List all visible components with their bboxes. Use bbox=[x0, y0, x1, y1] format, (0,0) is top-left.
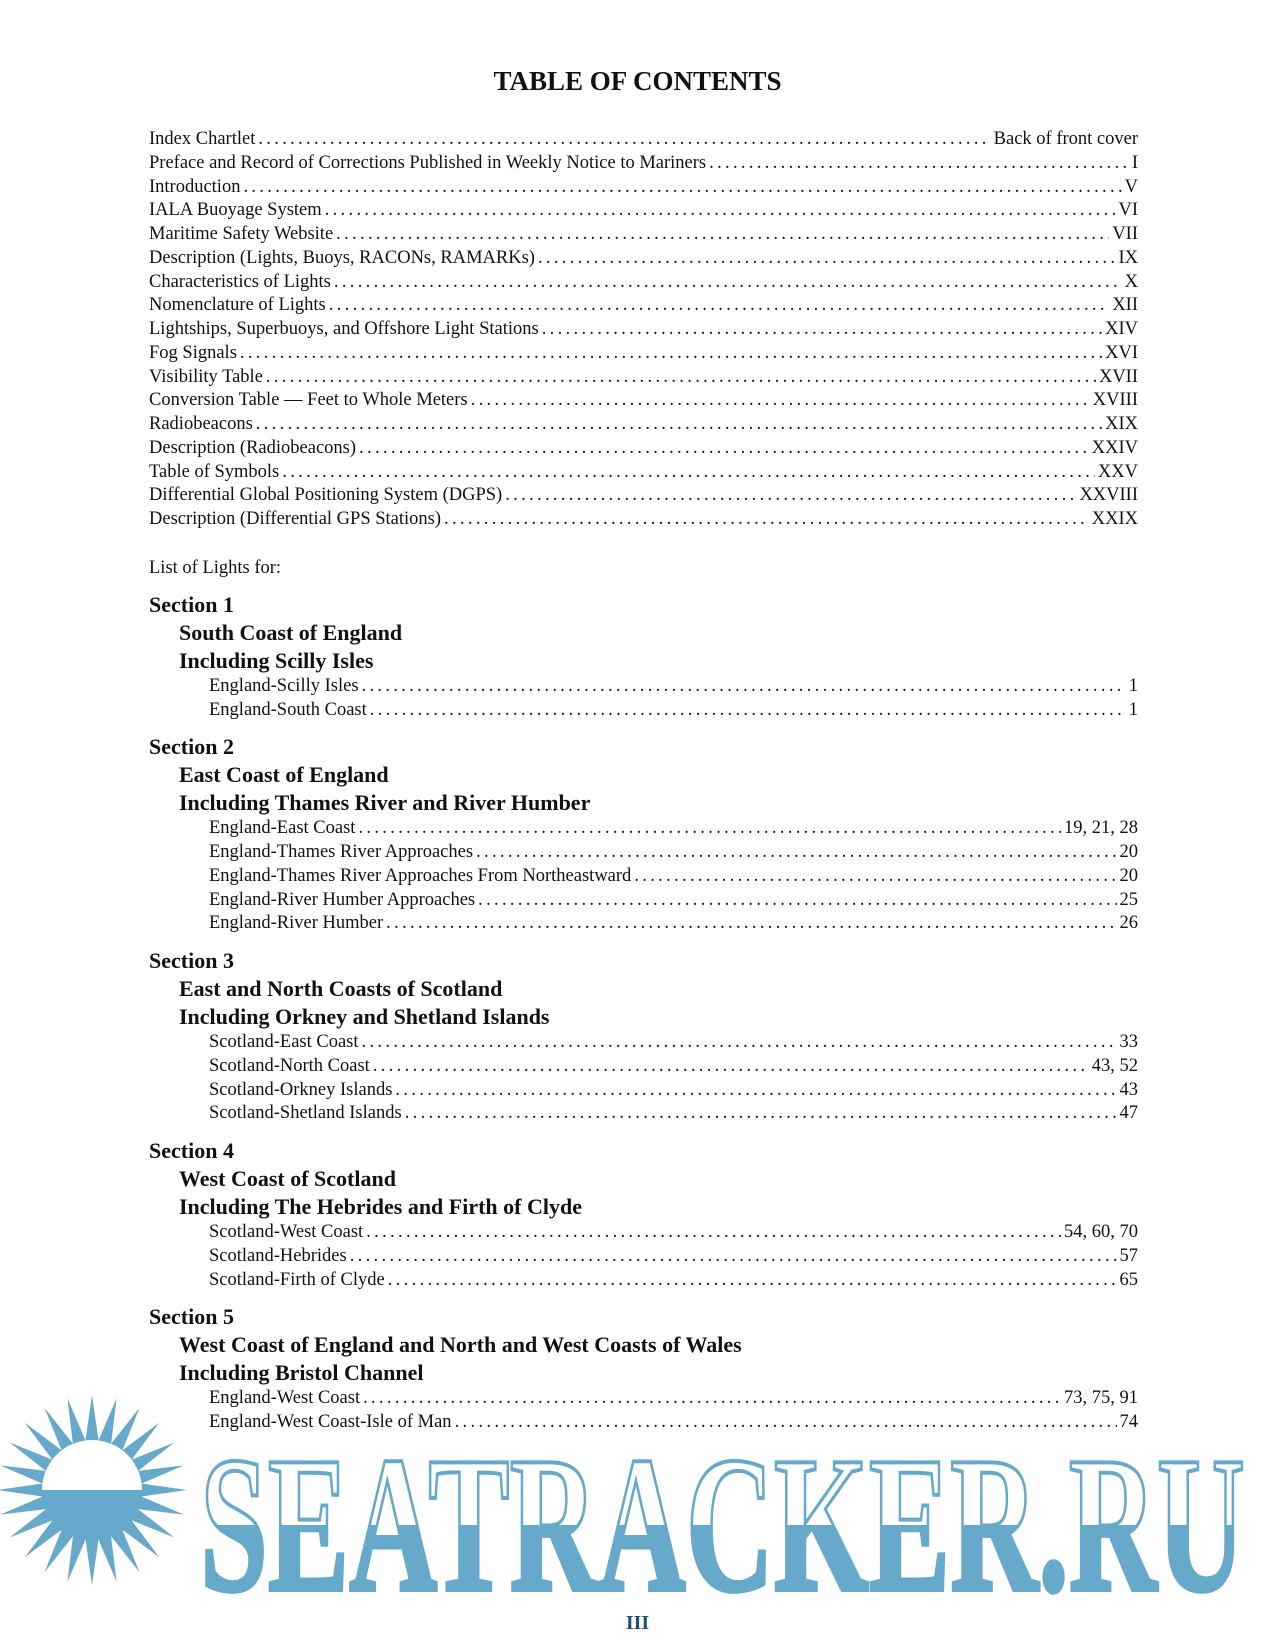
entry-page: XIV bbox=[1105, 319, 1138, 339]
toc-entry[interactable] bbox=[149, 1102, 1138, 1126]
dot-leader bbox=[709, 152, 1129, 176]
section-heading: Section 5 bbox=[149, 1304, 234, 1330]
dot-leader bbox=[538, 247, 1116, 271]
dot-leader bbox=[373, 1055, 1089, 1079]
toc-entry[interactable] bbox=[149, 271, 1138, 295]
entry-title: Differential Global Positioning System (DGPS) bbox=[149, 485, 503, 506]
entry-page: VII bbox=[1112, 224, 1138, 244]
entry-title: Index Chartlet bbox=[149, 129, 256, 149]
entry-page: 1 bbox=[1128, 675, 1138, 696]
entry-title: England-East Coast bbox=[209, 818, 356, 839]
entry-title: England-Scilly Isles bbox=[209, 675, 359, 696]
entry-page: 19, 21, 28 bbox=[1064, 818, 1138, 839]
entry-title: England-River Humber Approaches bbox=[209, 889, 476, 910]
toc-entry[interactable] bbox=[149, 437, 1138, 461]
dot-leader bbox=[243, 176, 1121, 200]
entry-title: England-River Humber bbox=[209, 913, 384, 934]
dot-leader bbox=[359, 437, 1089, 461]
section-subtitle: West Coast of England and North and West Coasts of Wales bbox=[179, 1332, 742, 1358]
entry-page: 20 bbox=[1119, 842, 1138, 862]
section-subtitle: Including Thames River and River Humber bbox=[179, 790, 591, 816]
entry-title: England-South Coast bbox=[209, 699, 367, 720]
toc-entry[interactable] bbox=[149, 318, 1138, 342]
dot-leader bbox=[350, 1245, 1117, 1269]
entry-title: Conversion Table — Feet to Whole Meters bbox=[149, 390, 468, 411]
toc-entry[interactable] bbox=[149, 294, 1138, 318]
entry-title: Preface and Record of Corrections Published in Weekly Notice to Mariners bbox=[149, 152, 707, 173]
dot-leader bbox=[370, 699, 1126, 723]
entry-page: XVIII bbox=[1092, 390, 1138, 411]
entry-title: Table of Symbols bbox=[149, 461, 280, 482]
dot-leader bbox=[455, 1411, 1117, 1435]
toc-entry[interactable] bbox=[149, 1411, 1138, 1435]
dot-leader bbox=[363, 1387, 1061, 1411]
watermark-text: SEATRACKER.RU bbox=[200, 1417, 1245, 1605]
entry-page: I bbox=[1131, 152, 1138, 173]
entry-title: Introduction bbox=[149, 176, 241, 197]
section-subtitle: Including Scilly Isles bbox=[179, 647, 374, 673]
dot-leader bbox=[542, 318, 1102, 342]
entry-page: VI bbox=[1118, 200, 1138, 221]
toc-entry[interactable] bbox=[149, 247, 1138, 271]
entry-page: XXVIII bbox=[1079, 485, 1138, 506]
section-subtitle: Including Orkney and Shetland Islands bbox=[179, 1004, 550, 1029]
section-heading: Section 3 bbox=[149, 948, 234, 973]
toc-entry[interactable] bbox=[149, 342, 1138, 366]
entry-title: Fog Signals bbox=[149, 342, 237, 363]
entry-title: Description (Radiobeacons) bbox=[149, 437, 357, 458]
dot-leader bbox=[471, 389, 1090, 413]
section-subtitle: East Coast of England bbox=[179, 762, 389, 788]
dot-leader bbox=[266, 366, 1096, 390]
entry-title: England-Thames River Approaches From Northeastward bbox=[209, 865, 632, 886]
section-subtitle: East and North Coasts of Scotland bbox=[179, 976, 503, 1001]
toc-entry[interactable] bbox=[149, 817, 1138, 841]
dot-leader bbox=[329, 294, 1110, 318]
toc-entry[interactable] bbox=[149, 176, 1138, 200]
entry-title: Scotland-Shetland Islands bbox=[209, 1103, 402, 1124]
toc-entry[interactable] bbox=[149, 889, 1138, 913]
entry-page: 20 bbox=[1119, 865, 1138, 886]
dot-leader bbox=[405, 1102, 1117, 1126]
entry-title: Scotland-West Coast bbox=[209, 1222, 364, 1242]
toc-entry[interactable] bbox=[149, 484, 1138, 508]
dot-leader bbox=[386, 912, 1116, 936]
dot-leader bbox=[388, 1269, 1117, 1293]
entry-page: 47 bbox=[1119, 1103, 1138, 1124]
dot-leader bbox=[395, 1079, 1116, 1103]
toc-entry[interactable] bbox=[149, 841, 1138, 865]
entry-title: IALA Buoyage System bbox=[149, 200, 322, 221]
dot-leader bbox=[444, 508, 1089, 532]
entry-title: England-Thames River Approaches bbox=[209, 842, 474, 862]
toc-entry[interactable] bbox=[149, 1079, 1138, 1103]
entry-title: Scotland-North Coast bbox=[209, 1055, 370, 1076]
entry-title: Visibility Table bbox=[149, 366, 263, 387]
dot-leader bbox=[366, 1221, 1061, 1245]
dot-leader bbox=[334, 271, 1122, 295]
toc-entry[interactable] bbox=[149, 389, 1138, 413]
toc-entry[interactable] bbox=[149, 1245, 1138, 1269]
entry-page: XIX bbox=[1105, 414, 1138, 434]
entry-page: 25 bbox=[1119, 889, 1138, 910]
toc-entry[interactable] bbox=[149, 675, 1138, 699]
entry-page: XII bbox=[1112, 295, 1138, 316]
toc-entry[interactable] bbox=[149, 128, 1138, 152]
toc-entry[interactable] bbox=[149, 199, 1138, 223]
entry-title: Scotland-Hebrides bbox=[209, 1245, 347, 1266]
dot-leader bbox=[362, 1031, 1117, 1055]
entry-title: Scotland-Orkney Islands bbox=[209, 1079, 393, 1100]
page-number: III bbox=[625, 1612, 650, 1634]
entry-title: Scotland-East Coast bbox=[209, 1032, 359, 1052]
entry-page: XVI bbox=[1105, 342, 1138, 363]
entry-title: England-West Coast bbox=[209, 1388, 361, 1409]
toc-entry[interactable] bbox=[149, 912, 1138, 936]
entry-page: 1 bbox=[1128, 699, 1138, 720]
dot-leader bbox=[478, 889, 1116, 913]
dot-leader bbox=[282, 461, 1095, 485]
entry-page: 73, 75, 91 bbox=[1064, 1388, 1138, 1409]
entry-page: 43 bbox=[1119, 1079, 1138, 1100]
table-of-contents bbox=[149, 128, 1138, 1435]
dot-leader bbox=[505, 484, 1076, 508]
entry-page: 26 bbox=[1119, 913, 1138, 934]
list-intro: List of Lights for: bbox=[149, 557, 282, 578]
dot-leader bbox=[358, 817, 1061, 841]
dot-leader bbox=[336, 223, 1109, 247]
toc-entry[interactable] bbox=[149, 1387, 1138, 1411]
dot-leader bbox=[362, 675, 1126, 699]
toc-entry[interactable] bbox=[149, 1269, 1138, 1293]
entry-page: X bbox=[1124, 271, 1138, 292]
entry-title: Radiobeacons bbox=[149, 414, 253, 434]
entry-page: 65 bbox=[1119, 1269, 1138, 1290]
entry-title: Lightships, Superbuoys, and Offshore Light Stations bbox=[149, 319, 539, 339]
page-title: TABLE OF CONTENTS bbox=[493, 66, 782, 96]
section-heading: Section 2 bbox=[149, 734, 234, 760]
entry-page: 33 bbox=[1119, 1032, 1138, 1052]
entry-page: 43, 52 bbox=[1091, 1055, 1138, 1076]
section-subtitle: South Coast of England bbox=[179, 619, 403, 645]
entry-page: 74 bbox=[1119, 1412, 1138, 1432]
toc-entry[interactable] bbox=[149, 508, 1138, 532]
entry-page: XXV bbox=[1097, 461, 1138, 482]
entry-page: XVII bbox=[1098, 366, 1138, 387]
entry-title: Scotland-Firth of Clyde bbox=[209, 1269, 385, 1290]
toc-entry[interactable] bbox=[149, 223, 1138, 247]
dot-leader bbox=[634, 865, 1116, 889]
entry-title: Maritime Safety Website bbox=[149, 224, 334, 244]
toc-entry[interactable] bbox=[149, 1031, 1138, 1055]
entry-page: V bbox=[1124, 176, 1138, 197]
entry-page: XXIX bbox=[1091, 509, 1138, 529]
toc-entry[interactable] bbox=[149, 699, 1138, 723]
entry-page: IX bbox=[1118, 247, 1138, 268]
dot-leader bbox=[476, 841, 1116, 865]
section-subtitle: Including Bristol Channel bbox=[179, 1360, 424, 1386]
toc-entry[interactable] bbox=[149, 1055, 1138, 1079]
toc-entry[interactable] bbox=[149, 413, 1138, 437]
dot-leader bbox=[256, 413, 1102, 437]
entry-title: Description (Differential GPS Stations) bbox=[149, 509, 442, 529]
entry-page: Back of front cover bbox=[993, 129, 1138, 149]
entry-title: Nomenclature of Lights bbox=[149, 295, 326, 316]
section-subtitle: Including The Hebrides and Firth of Clyde bbox=[179, 1194, 582, 1219]
dot-leader bbox=[240, 342, 1102, 366]
toc-entry[interactable] bbox=[149, 366, 1138, 390]
section-heading: Section 4 bbox=[149, 1138, 234, 1163]
entry-title: England-West Coast-Isle of Man bbox=[209, 1412, 452, 1432]
section-subtitle: West Coast of Scotland bbox=[179, 1166, 396, 1191]
entry-title: Description (Lights, Buoys, RACONs, RAMARKs) bbox=[149, 247, 535, 268]
section-heading: Section 1 bbox=[149, 591, 234, 617]
toc-entry[interactable] bbox=[149, 152, 1138, 176]
toc-entry[interactable] bbox=[149, 865, 1138, 889]
entry-title: Characteristics of Lights bbox=[149, 271, 331, 292]
toc-entry[interactable] bbox=[149, 461, 1138, 485]
dot-leader bbox=[258, 128, 990, 152]
toc-entry[interactable] bbox=[149, 1221, 1138, 1245]
entry-page: XXIV bbox=[1091, 437, 1138, 458]
dot-leader bbox=[325, 199, 1116, 223]
entry-page: 57 bbox=[1119, 1245, 1138, 1266]
entry-page: 54, 60, 70 bbox=[1064, 1222, 1138, 1242]
